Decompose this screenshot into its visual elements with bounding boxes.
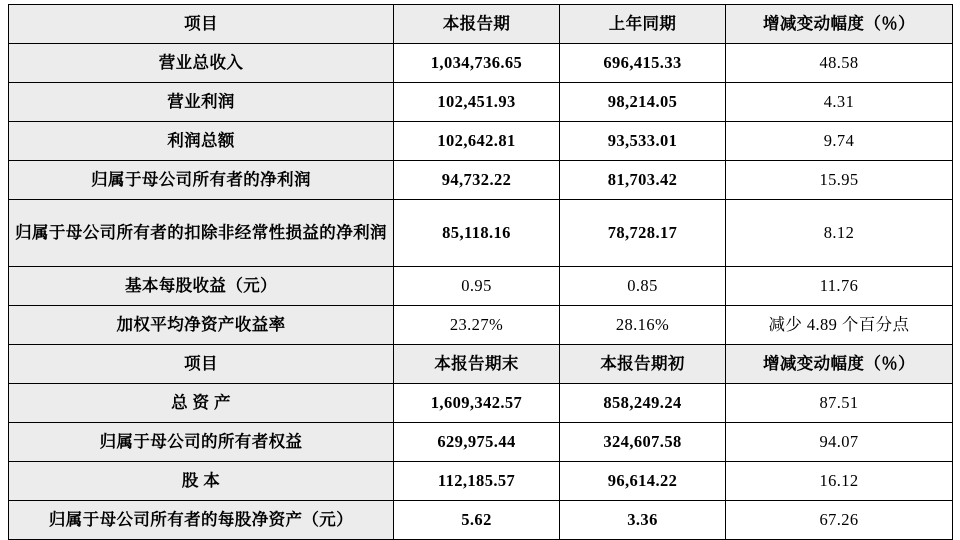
- table-body: [9, 5, 953, 540]
- row-label: 总 资 产: [9, 384, 394, 423]
- row-label: 归属于母公司所有者的每股净资产（元）: [9, 501, 394, 540]
- header-current-period: 本报告期: [394, 5, 560, 44]
- row-value-current: 23.27%: [394, 306, 560, 345]
- table-row: [9, 423, 953, 462]
- row-value-change: 48.58: [726, 44, 953, 83]
- row-value-current: 102,451.93: [394, 83, 560, 122]
- table-row: [9, 462, 953, 501]
- row-value-prior: 98,214.05: [560, 83, 726, 122]
- row-value-begin: 96,614.22: [560, 462, 726, 501]
- row-value-begin: 3.36: [560, 501, 726, 540]
- table-row: [9, 384, 953, 423]
- row-value-end: 629,975.44: [394, 423, 560, 462]
- row-label: 股 本: [9, 462, 394, 501]
- header-change-pct-2: 增减变动幅度（％）: [726, 345, 953, 384]
- row-value-change: 94.07: [726, 423, 953, 462]
- row-value-prior: 28.16%: [560, 306, 726, 345]
- row-value-prior: 78,728.17: [560, 200, 726, 267]
- row-label: 归属于母公司所有者的扣除非经常性损益的净利润: [9, 200, 394, 267]
- row-value-change: 11.76: [726, 267, 953, 306]
- row-label: 归属于母公司的所有者权益: [9, 423, 394, 462]
- row-value-current: 0.95: [394, 267, 560, 306]
- row-value-prior: 81,703.42: [560, 161, 726, 200]
- header-change-pct: 增减变动幅度（％）: [726, 5, 953, 44]
- table-row: [9, 501, 953, 540]
- row-label: 营业总收入: [9, 44, 394, 83]
- row-value-change: 16.12: [726, 462, 953, 501]
- row-value-change: 87.51: [726, 384, 953, 423]
- row-label: 加权平均净资产收益率: [9, 306, 394, 345]
- row-value-current: 85,118.16: [394, 200, 560, 267]
- table-header-row: [9, 5, 953, 44]
- row-value-end: 112,185.57: [394, 462, 560, 501]
- row-value-prior: 696,415.33: [560, 44, 726, 83]
- table-row: [9, 200, 953, 267]
- row-value-change: 15.95: [726, 161, 953, 200]
- table-row: [9, 83, 953, 122]
- row-value-end: 5.62: [394, 501, 560, 540]
- row-label: 利润总额: [9, 122, 394, 161]
- table-row: [9, 44, 953, 83]
- row-label: 营业利润: [9, 83, 394, 122]
- table-row: [9, 306, 953, 345]
- table-row: [9, 161, 953, 200]
- row-value-begin: 324,607.58: [560, 423, 726, 462]
- row-label: 归属于母公司所有者的净利润: [9, 161, 394, 200]
- table-header-row-2: [9, 345, 953, 384]
- header-item: 项目: [9, 5, 394, 44]
- header-item-2: 项目: [9, 345, 394, 384]
- header-period-begin: 本报告期初: [560, 345, 726, 384]
- row-value-change: 4.31: [726, 83, 953, 122]
- row-value-begin: 858,249.24: [560, 384, 726, 423]
- row-value-current: 94,732.22: [394, 161, 560, 200]
- row-value-current: 102,642.81: [394, 122, 560, 161]
- header-period-end: 本报告期末: [394, 345, 560, 384]
- row-value-change: 9.74: [726, 122, 953, 161]
- table-row: [9, 267, 953, 306]
- row-value-change: 8.12: [726, 200, 953, 267]
- row-value-prior: 93,533.01: [560, 122, 726, 161]
- row-value-current: 1,034,736.65: [394, 44, 560, 83]
- row-label: 基本每股收益（元）: [9, 267, 394, 306]
- row-value-change: 减少 4.89 个百分点: [726, 306, 953, 345]
- table-row: [9, 122, 953, 161]
- header-prior-period: 上年同期: [560, 5, 726, 44]
- row-value-change: 67.26: [726, 501, 953, 540]
- row-value-prior: 0.85: [560, 267, 726, 306]
- row-value-end: 1,609,342.57: [394, 384, 560, 423]
